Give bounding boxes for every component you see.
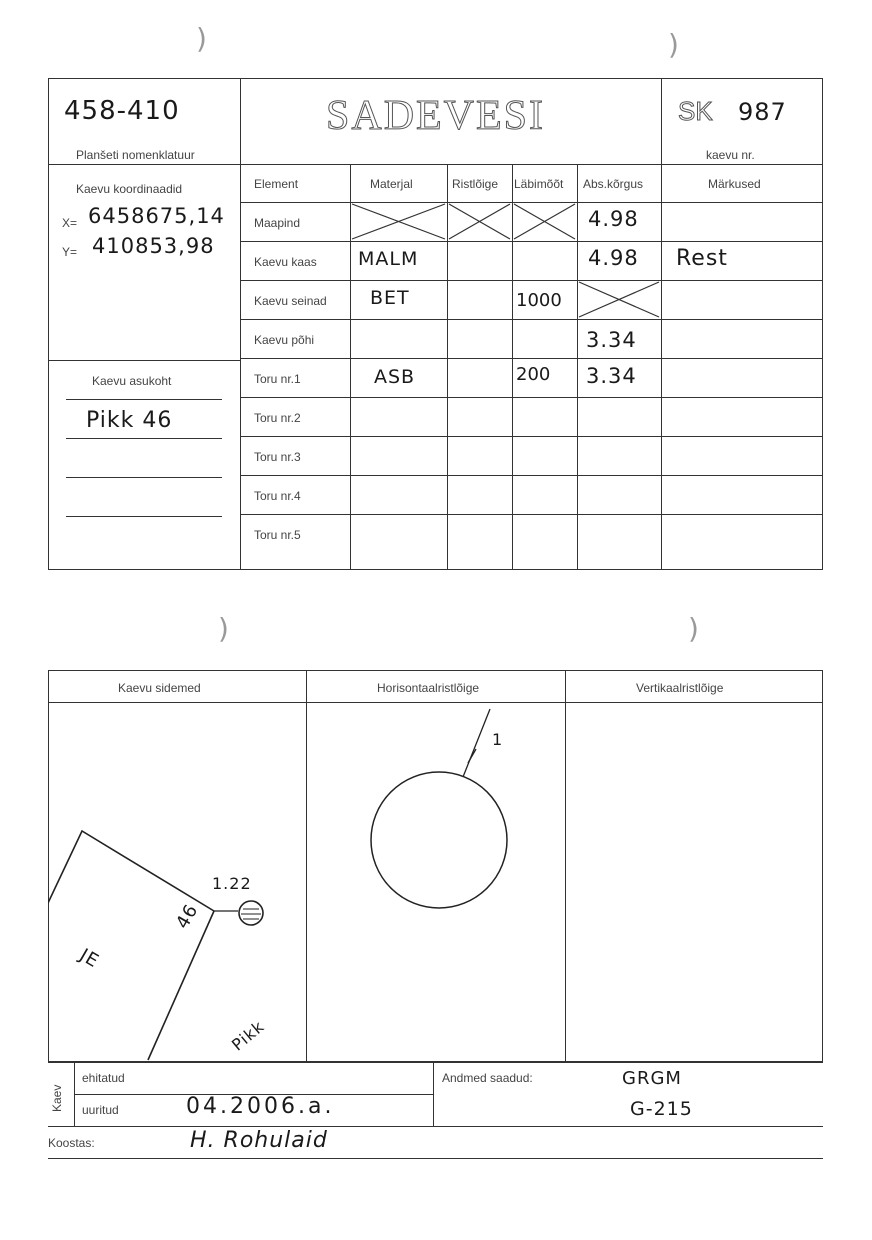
table-row-element: Maapind <box>254 216 301 230</box>
well-no-label: kaevu nr. <box>706 148 755 162</box>
cross-mark <box>447 202 512 241</box>
punch-hole: ) <box>668 28 679 61</box>
page-title: SADEVESI <box>326 93 546 139</box>
table-row-element: Kaevu seinad <box>254 294 327 308</box>
column-header-notes: Märkused <box>708 177 761 191</box>
y-value: 410853,98 <box>92 234 215 258</box>
connections-label: Kaevu sidemed <box>118 681 201 695</box>
location-value: Pikk 46 <box>86 408 173 433</box>
table-row-element: Toru nr.1 <box>254 372 301 386</box>
cross-mark <box>512 202 577 241</box>
table-cell-material: BET <box>370 287 410 309</box>
vertical-section-label: Vertikaalristlõige <box>636 681 724 695</box>
table-row-element: Toru nr.3 <box>254 450 301 464</box>
table-cell-height: 4.98 <box>588 207 639 231</box>
column-header-material: Materjal <box>370 177 413 191</box>
table-cell-notes: Rest <box>676 246 728 271</box>
well-no-value: 987 <box>738 98 787 126</box>
author-value: H. Rohulaid <box>190 1128 328 1153</box>
data-from-label: Andmed saadud: <box>442 1071 533 1085</box>
table-row-element: Kaevu põhi <box>254 333 315 347</box>
plansheet-label: Planšeti nomenklatuur <box>76 148 195 162</box>
column-header-cross: Ristlõige <box>452 177 499 191</box>
connection-street-a: JE <box>76 944 103 973</box>
coordinates-label: Kaevu koordinaadid <box>76 182 183 196</box>
location-label: Kaevu asukoht <box>92 374 172 388</box>
table-cell-height: 3.34 <box>586 364 637 388</box>
connection-height: 1.22 <box>212 874 252 893</box>
table-cell-height: 3.34 <box>586 328 637 352</box>
data-from-value-1: GRGM <box>622 1068 682 1089</box>
table-cell-diameter: 1000 <box>516 290 562 311</box>
surveyed-label: uuritud <box>82 1103 119 1117</box>
table-row-element: Toru nr.2 <box>254 411 301 425</box>
column-header-diameter: Läbimõõt <box>514 177 564 191</box>
horizontal-mark: 1 <box>492 730 504 749</box>
manhole-symbol <box>239 901 263 925</box>
data-from-value-2: G-215 <box>630 1098 693 1120</box>
x-value: 6458675,14 <box>88 204 225 228</box>
x-label: X= <box>62 216 78 230</box>
well-no-prefix: SK <box>678 96 713 126</box>
surveyed-value: 04.2006.a. <box>186 1094 335 1119</box>
connection-sketch <box>48 703 306 1061</box>
column-header-height: Abs.kõrgus <box>583 177 644 191</box>
connection-street-b: Pikk <box>228 1016 269 1055</box>
well-circle <box>371 772 507 908</box>
table-cell-diameter: 200 <box>516 364 551 385</box>
y-label: Y= <box>62 245 78 259</box>
table-cell-material: ASB <box>374 366 416 388</box>
horizontal-section-label: Horisontaalristlõige <box>377 681 480 695</box>
punch-hole: ) <box>688 612 699 645</box>
table-cell-height: 4.98 <box>588 246 639 270</box>
built-label: ehitatud <box>82 1071 125 1085</box>
table-row-element: Kaevu kaas <box>254 255 317 269</box>
cross-mark <box>350 202 447 241</box>
side-label: Kaev <box>50 1084 64 1112</box>
author-label: Koostas: <box>48 1136 95 1150</box>
table-row-element: Toru nr.5 <box>254 528 301 542</box>
connection-house-no: 46 <box>172 900 203 933</box>
table-row-element: Toru nr.4 <box>254 489 301 503</box>
punch-hole: ) <box>218 612 229 645</box>
cross-mark <box>577 280 661 319</box>
punch-hole: ) <box>196 22 207 55</box>
horizontal-section-sketch <box>306 703 565 1061</box>
plansheet-value: 458-410 <box>64 96 180 126</box>
column-header-element: Element <box>254 177 299 191</box>
table-cell-material: MALM <box>358 248 419 270</box>
